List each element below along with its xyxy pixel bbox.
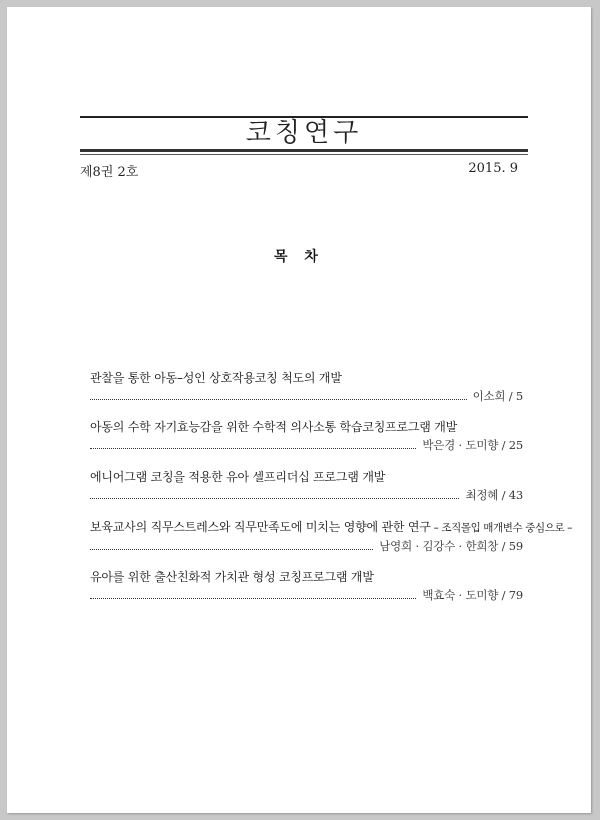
dot-leader [90, 497, 459, 499]
toc-entry-authors: 박은경 · 도미향 / 25 [422, 438, 523, 452]
toc-entry-5[interactable] [90, 569, 523, 603]
dot-leader [90, 398, 467, 400]
toc-entry-title-text: 보육교사의 직무스트레스와 직무만족도에 미치는 영향에 관한 연구 [90, 520, 431, 534]
toc-entry-1[interactable] [90, 370, 523, 404]
toc-entry-2[interactable] [90, 419, 523, 453]
header-bottom-rule-thin [80, 154, 528, 155]
header-bottom-rule-thick [80, 149, 528, 152]
toc-heading: 목 차 [274, 249, 324, 265]
toc-entry-line [90, 438, 523, 453]
toc-entry-title [90, 519, 572, 536]
toc-entry-line [90, 389, 523, 404]
publication-date: 2015. 9 [468, 161, 518, 176]
toc-entry-line [90, 539, 523, 554]
toc-entry-title [90, 469, 523, 485]
dot-leader [90, 548, 373, 550]
journal-title: 코칭연구 [245, 118, 363, 148]
toc-entry-title-text: 에니어그램 코칭을 적용한 유아 셀프리더십 프로그램 개발 [90, 470, 386, 484]
dot-leader [90, 597, 416, 599]
toc-entry-3[interactable] [90, 469, 523, 503]
document-page [7, 7, 591, 813]
toc-entry-subtitle: – 조직몰입 매개변수 중심으로 – [430, 522, 572, 534]
toc-entry-line [90, 588, 523, 603]
toc-entry-title-text: 관찰을 통한 아동–성인 상호작용코칭 척도의 개발 [90, 371, 342, 385]
toc-entry-authors: 이소희 / 5 [472, 389, 523, 403]
toc-entry-authors: 백효숙 · 도미향 / 79 [422, 588, 523, 602]
toc-entry-4[interactable] [90, 519, 572, 554]
dot-leader [90, 447, 416, 449]
toc-entry-title-text: 유아를 위한 출산친화적 가치관 형성 코칭프로그램 개발 [90, 570, 374, 584]
toc-entry-title [90, 569, 523, 585]
volume-number: 제8권 2호 [80, 165, 139, 180]
toc-entry-authors: 최정혜 / 43 [465, 488, 523, 502]
toc-entry-line [90, 488, 523, 503]
toc-entry-authors: 남영희 · 김강수 · 한희창 / 59 [379, 539, 523, 553]
toc-entry-title [90, 370, 523, 386]
toc-entry-title-text: 아동의 수학 자기효능감을 위한 수학적 의사소통 학습코칭프로그램 개발 [90, 420, 458, 434]
toc-entry-title [90, 419, 523, 435]
